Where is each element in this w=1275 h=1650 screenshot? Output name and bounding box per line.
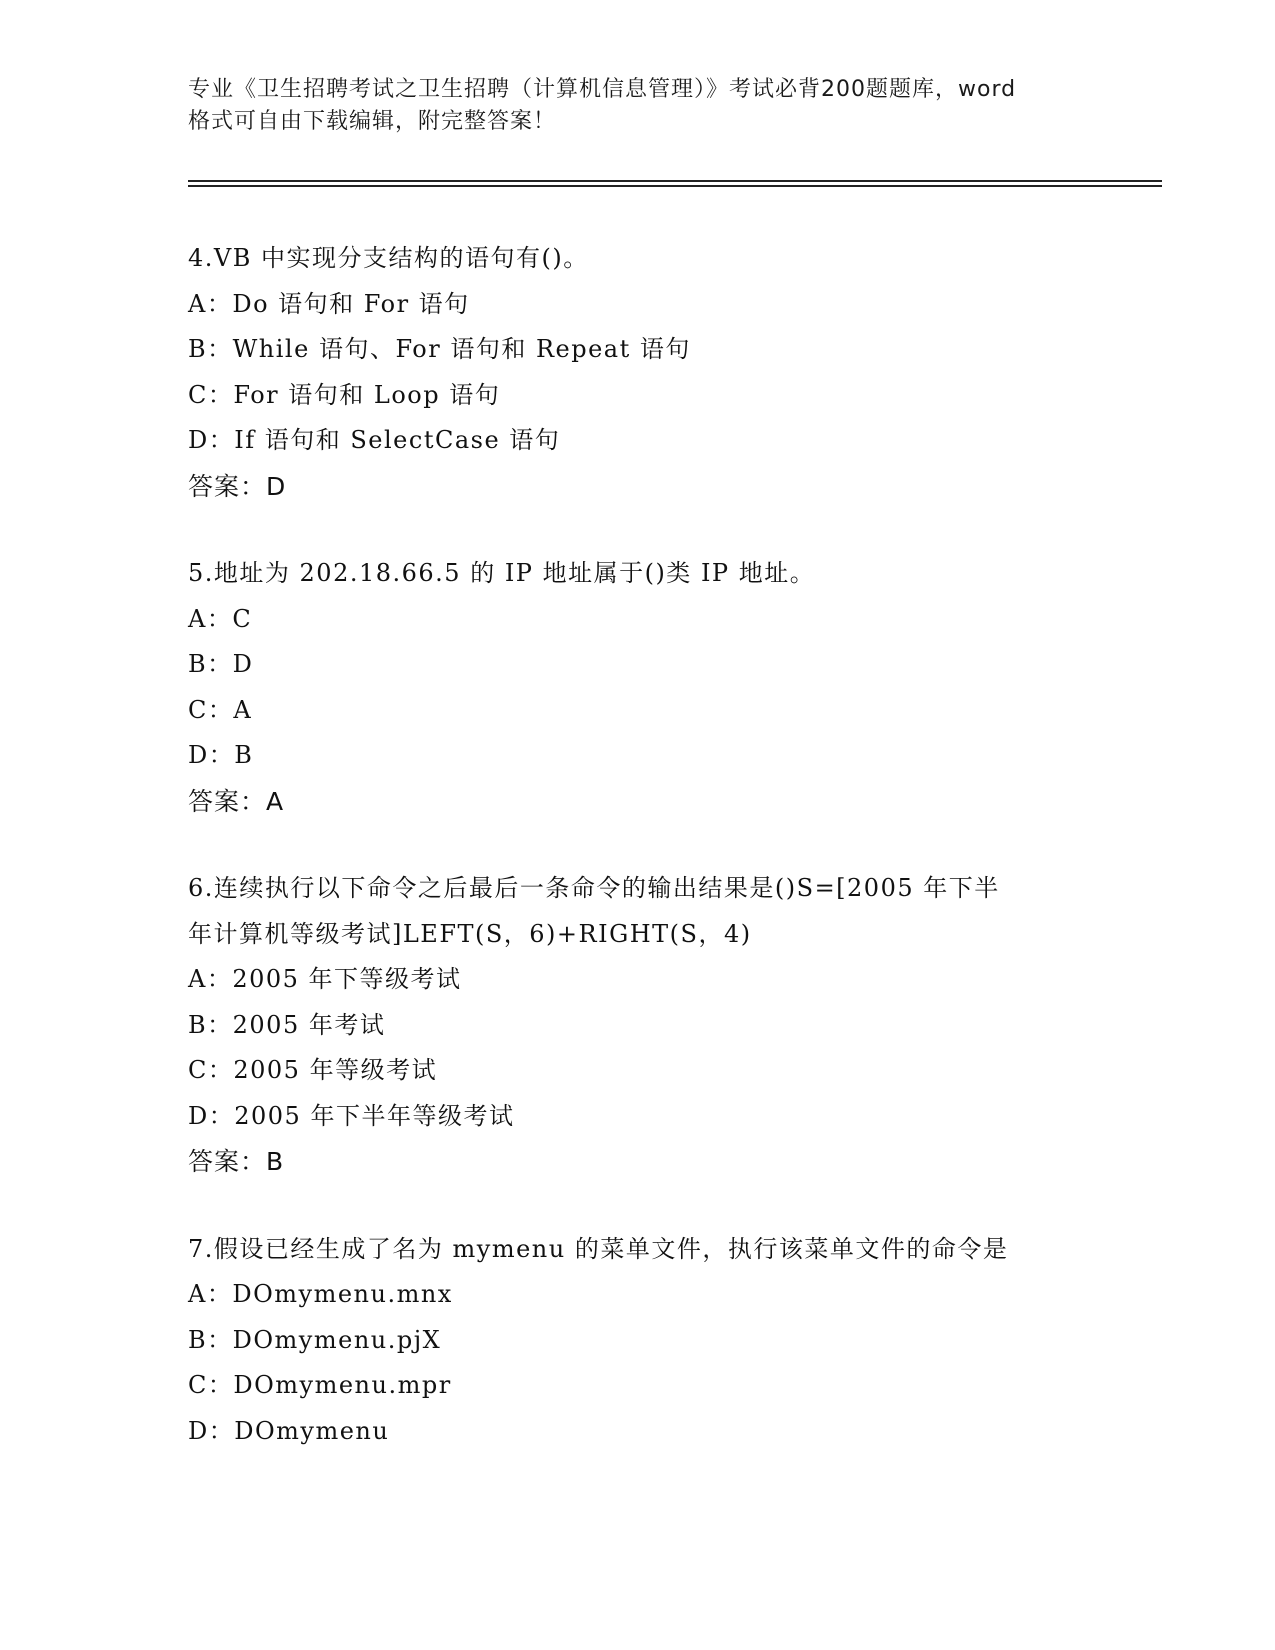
question-stem: 5.地址为 202.18.66.5 的 IP 地址属于()类 IP 地址。 xyxy=(188,559,816,587)
option-d: D：If 语句和 SelectCase 语句 xyxy=(188,426,561,454)
document-header xyxy=(188,74,1088,138)
header-divider-bottom xyxy=(188,185,1162,187)
header-divider-top xyxy=(188,180,1162,182)
question-stem-continued: 年计算机等级考试]LEFT(S，6)+RIGHT(S，4) xyxy=(188,919,752,948)
option-d: D：B xyxy=(188,741,254,769)
option-b: B：While 语句、For 语句和 Repeat 语句 xyxy=(188,335,691,363)
answer-label: 答案：B xyxy=(188,1147,285,1176)
question-6 xyxy=(188,866,1088,1185)
option-c: C：A xyxy=(188,695,253,724)
option-c: C：DOmymenu.mpr xyxy=(188,1371,452,1399)
question-list xyxy=(188,236,1088,1496)
answer-label: 答案：A xyxy=(188,786,285,816)
option-a: A：Do 语句和 For 语句 xyxy=(188,289,470,318)
question-stem: 7.假设已经生成了名为 mymenu 的菜单文件，执行该菜单文件的命令是 xyxy=(188,1234,1009,1263)
option-c: C：2005 年等级考试 xyxy=(188,1056,438,1084)
option-a: A：2005 年下等级考试 xyxy=(188,965,462,993)
header-line-1: 专业《卫生招聘考试之卫生招聘（计算机信息管理）》考试必背200题题库，word xyxy=(188,77,1017,102)
option-b: B：D xyxy=(188,650,254,678)
answer-label: 答案：D xyxy=(188,471,287,501)
option-b: B：DOmymenu.pjX xyxy=(188,1325,442,1354)
header-line-2: 格式可自由下载编辑，附完整答案！ xyxy=(188,109,557,134)
question-5 xyxy=(188,551,1088,824)
option-d: D：2005 年下半年等级考试 xyxy=(188,1101,515,1130)
question-7 xyxy=(188,1227,1088,1455)
option-c: C：For 语句和 Loop 语句 xyxy=(188,380,501,409)
option-a: A：DOmymenu.mnx xyxy=(188,1280,453,1308)
question-stem: 6.连续执行以下命令之后最后一条命令的输出结果是()S=[2005 年下半 xyxy=(188,874,1000,902)
option-a: A：C xyxy=(188,604,253,633)
question-stem: 4.VB 中实现分支结构的语句有()。 xyxy=(188,244,589,272)
option-b: B：2005 年考试 xyxy=(188,1010,386,1039)
option-d: D：DOmymenu xyxy=(188,1416,390,1445)
question-4 xyxy=(188,236,1088,509)
